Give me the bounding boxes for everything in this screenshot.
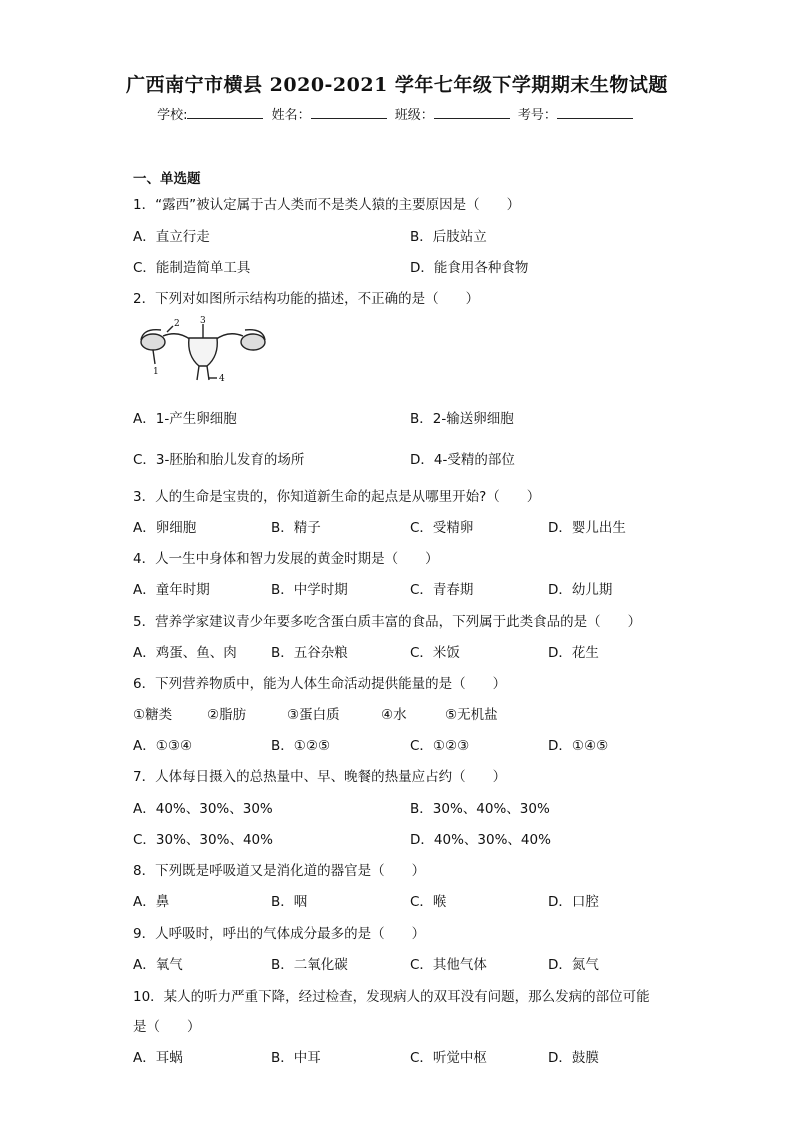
figure-label-3: 3 bbox=[200, 316, 206, 326]
question-6-item-5: ⑤无机盐 bbox=[445, 707, 498, 723]
question-8-option-d: D．口腔 bbox=[548, 894, 599, 910]
left-ovary bbox=[141, 334, 165, 350]
question-9-option-a: A．氧气 bbox=[133, 957, 183, 973]
question-5-option-a: A．鸡蛋、鱼、肉 bbox=[133, 645, 237, 661]
question-4-option-c: C．青春期 bbox=[410, 582, 474, 598]
question-9-option-d: D．氮气 bbox=[548, 957, 599, 973]
question-6-item-2: ②脂肪 bbox=[207, 707, 247, 723]
question-10-option-b: B．中耳 bbox=[271, 1050, 321, 1066]
question-3-option-c: C．受精卵 bbox=[410, 520, 474, 536]
section-title: 一、单选题 bbox=[133, 171, 201, 187]
name-blank[interactable] bbox=[311, 106, 387, 119]
question-4-stem: 4．人一生中身体和智力发展的黄金时期是（ ） bbox=[133, 551, 439, 567]
question-3-stem: 3．人的生命是宝贵的，你知道新生命的起点是从哪里开始?（ ） bbox=[133, 489, 541, 505]
question-2-option-c: C．3-胚胎和胎儿发育的场所 bbox=[133, 452, 305, 468]
uterus-diagram bbox=[133, 316, 273, 388]
right-ovary bbox=[241, 334, 265, 350]
question-7-option-b: B．30%、40%、30% bbox=[410, 801, 550, 817]
question-9-stem: 9．人呼吸时，呼出的气体成分最多的是（ ） bbox=[133, 926, 426, 942]
question-8-stem: 8．下列既是呼吸道又是消化道的器官是（ ） bbox=[133, 863, 426, 879]
question-1-stem: 1．“露西”被认定属于古人类而不是类人猿的主要原因是（ ） bbox=[133, 197, 521, 213]
student-info-line bbox=[0, 104, 794, 123]
question-9-option-b: B．二氧化碳 bbox=[271, 957, 348, 973]
question-6-option-d: D．①④⑤ bbox=[548, 738, 609, 754]
question-4-option-d: D．幼儿期 bbox=[548, 582, 613, 598]
figure-label-4: 4 bbox=[219, 374, 225, 384]
school-label: 学校: bbox=[157, 108, 188, 123]
question-6-stem: 6．下列营养物质中，能为人体生命活动提供能量的是（ ） bbox=[133, 676, 507, 692]
question-7-option-a: A．40%、30%、30% bbox=[133, 801, 273, 817]
exam-number-label: 考号： bbox=[517, 108, 557, 123]
class-label: 班级： bbox=[394, 108, 434, 123]
question-10-option-d: D．鼓膜 bbox=[548, 1050, 599, 1066]
question-1-option-a: A．直立行走 bbox=[133, 229, 210, 245]
question-5-option-d: D．花生 bbox=[548, 645, 599, 661]
page-title: 广西南宁市横县 2020-2021 学年七年级下学期期末生物试题 bbox=[126, 74, 668, 96]
question-6-option-a: A．①③④ bbox=[133, 738, 193, 754]
question-6-item-3: ③蛋白质 bbox=[287, 707, 340, 723]
question-8-option-a: A．鼻 bbox=[133, 894, 170, 910]
question-1-option-b: B．后肢站立 bbox=[410, 229, 487, 245]
question-3-option-b: B．精子 bbox=[271, 520, 321, 536]
uterus bbox=[189, 338, 218, 366]
question-6-item-4: ④水 bbox=[381, 707, 407, 723]
vagina bbox=[197, 366, 209, 380]
question-6-option-b: B．①②⑤ bbox=[271, 738, 331, 754]
question-1-option-d: D．能食用各种食物 bbox=[410, 260, 529, 276]
class-blank[interactable] bbox=[434, 106, 510, 119]
right-fallopian-tube bbox=[215, 334, 243, 340]
left-fallopian-tube bbox=[163, 334, 191, 340]
figure-label-2: 2 bbox=[174, 319, 180, 329]
question-5-stem: 5．营养学家建议青少年要多吃含蛋白质丰富的食品，下列属于此类食品的是（ ） bbox=[133, 614, 642, 630]
question-5-option-c: C．米饭 bbox=[410, 645, 460, 661]
question-2-option-d: D．4-受精的部位 bbox=[410, 452, 515, 468]
question-2-stem: 2．下列对如图所示结构功能的描述，不正确的是（ ） bbox=[133, 291, 480, 307]
question-7-option-d: D．40%、30%、40% bbox=[410, 832, 551, 848]
question-8-option-b: B．咽 bbox=[271, 894, 308, 910]
question-10-option-c: C．听觉中枢 bbox=[410, 1050, 487, 1066]
question-10-option-a: A．耳蜗 bbox=[133, 1050, 183, 1066]
question-7-option-c: C．30%、30%、40% bbox=[133, 832, 273, 848]
question-5-option-b: B．五谷杂粮 bbox=[271, 645, 348, 661]
question-10-stem: 10．某人的听力严重下降，经过检查，发现病人的双耳没有问题，那么发病的部位可能 bbox=[133, 989, 650, 1005]
question-3-option-a: A．卵细胞 bbox=[133, 520, 197, 536]
question-6-option-c: C．①②③ bbox=[410, 738, 470, 754]
exam-number-blank[interactable] bbox=[557, 106, 633, 119]
question-1-option-c: C．能制造简单工具 bbox=[133, 260, 251, 276]
figure-label-1: 1 bbox=[153, 367, 159, 377]
question-4-option-a: A．童年时期 bbox=[133, 582, 210, 598]
school-blank[interactable] bbox=[187, 106, 263, 119]
question-4-option-b: B．中学时期 bbox=[271, 582, 348, 598]
question-3-option-d: D．婴儿出生 bbox=[548, 520, 626, 536]
question-10-stem-continued: 是（ ） bbox=[133, 1019, 201, 1035]
question-2-option-b: B．2-输送卵细胞 bbox=[410, 411, 514, 427]
question-6-item-1: ①糖类 bbox=[133, 707, 173, 723]
name-label: 姓名： bbox=[271, 108, 311, 123]
question-8-option-c: C．喉 bbox=[410, 894, 447, 910]
question-2-option-a: A．1-产生卵细胞 bbox=[133, 411, 237, 427]
question-9-option-c: C．其他气体 bbox=[410, 957, 487, 973]
question-7-stem: 7．人体每日摄入的总热量中、早、晚餐的热量应占约（ ） bbox=[133, 769, 507, 785]
